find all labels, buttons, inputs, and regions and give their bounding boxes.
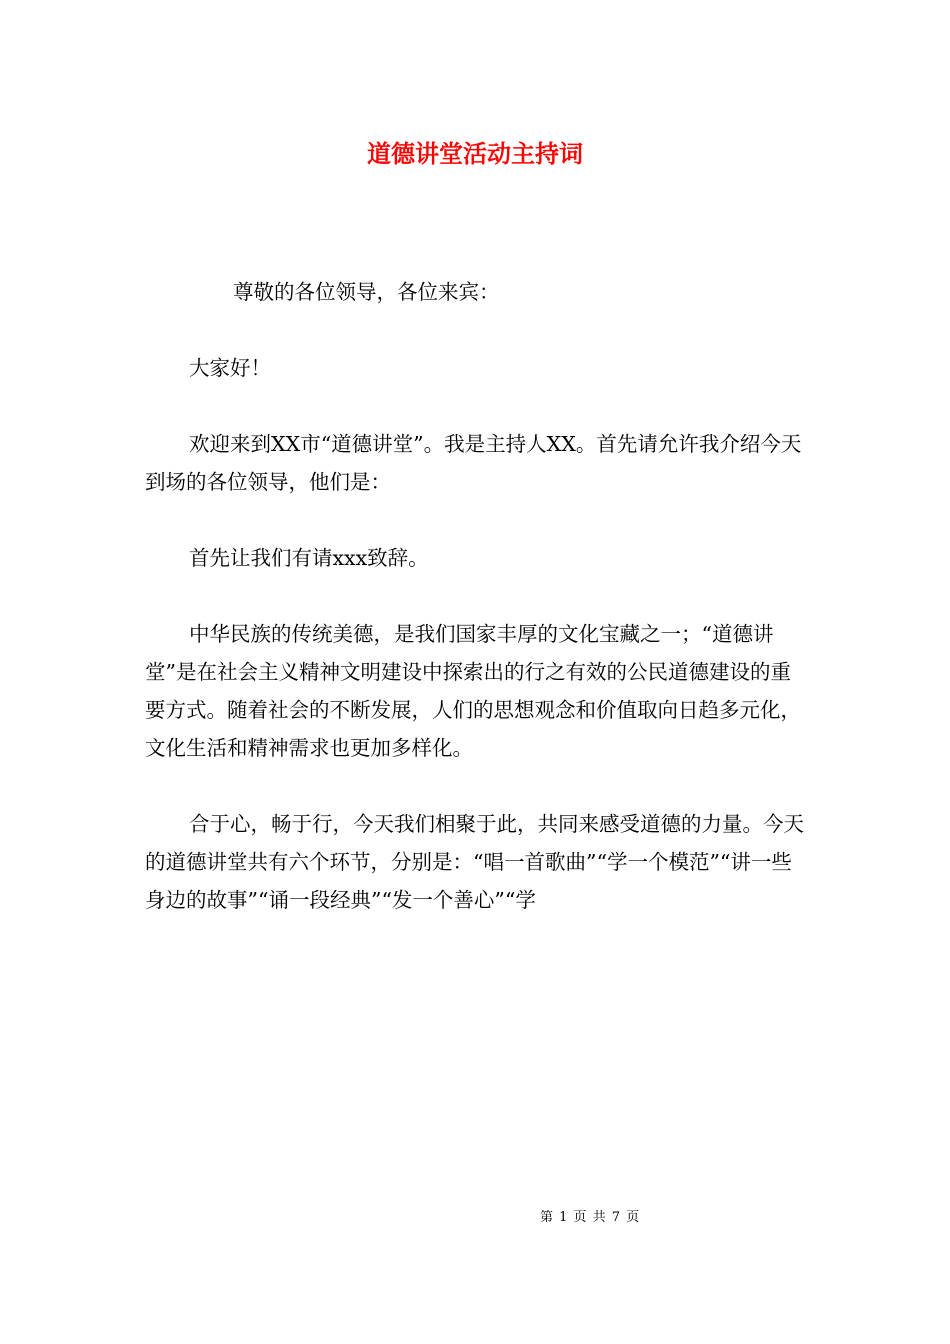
document-title: 道德讲堂活动主持词 bbox=[367, 139, 583, 168]
invite-paragraph: 首先让我们有请xxx致辞。 bbox=[189, 546, 429, 570]
tradition-paragraph: 中华民族的传统美德，是我们国家丰厚的文化宝藏之一；“道德讲堂”是在社会主义精神文明建设中探索出的行之有效的公民道德建设的重要方式。随着社会的不断发展，人们的思想观念和价值取向日趋多元化，文化生活和精神需求也更加多样化。 bbox=[145, 622, 801, 760]
page-number: 第 1 页 共 7 页 bbox=[540, 1210, 641, 1225]
hello-paragraph: 大家好！ bbox=[189, 356, 271, 380]
document-body bbox=[145, 273, 807, 957]
page-footer bbox=[540, 1208, 720, 1230]
welcome-paragraph: 欢迎来到XX市“道德讲堂”。我是主持人XX。首先请允许我介绍今天到场的各位领导，他们是： bbox=[145, 432, 802, 494]
greeting-paragraph: 尊敬的各位领导，各位来宾： bbox=[233, 280, 500, 304]
sessions-paragraph: 合于心，畅于行，今天我们相聚于此，共同来感受道德的力量。今天的道德讲堂共有六个环节，分别是：“唱一首歌曲”“学一个模范”“讲一些身边的故事”“诵一段经典”“发一个善心”“学 bbox=[145, 812, 804, 912]
